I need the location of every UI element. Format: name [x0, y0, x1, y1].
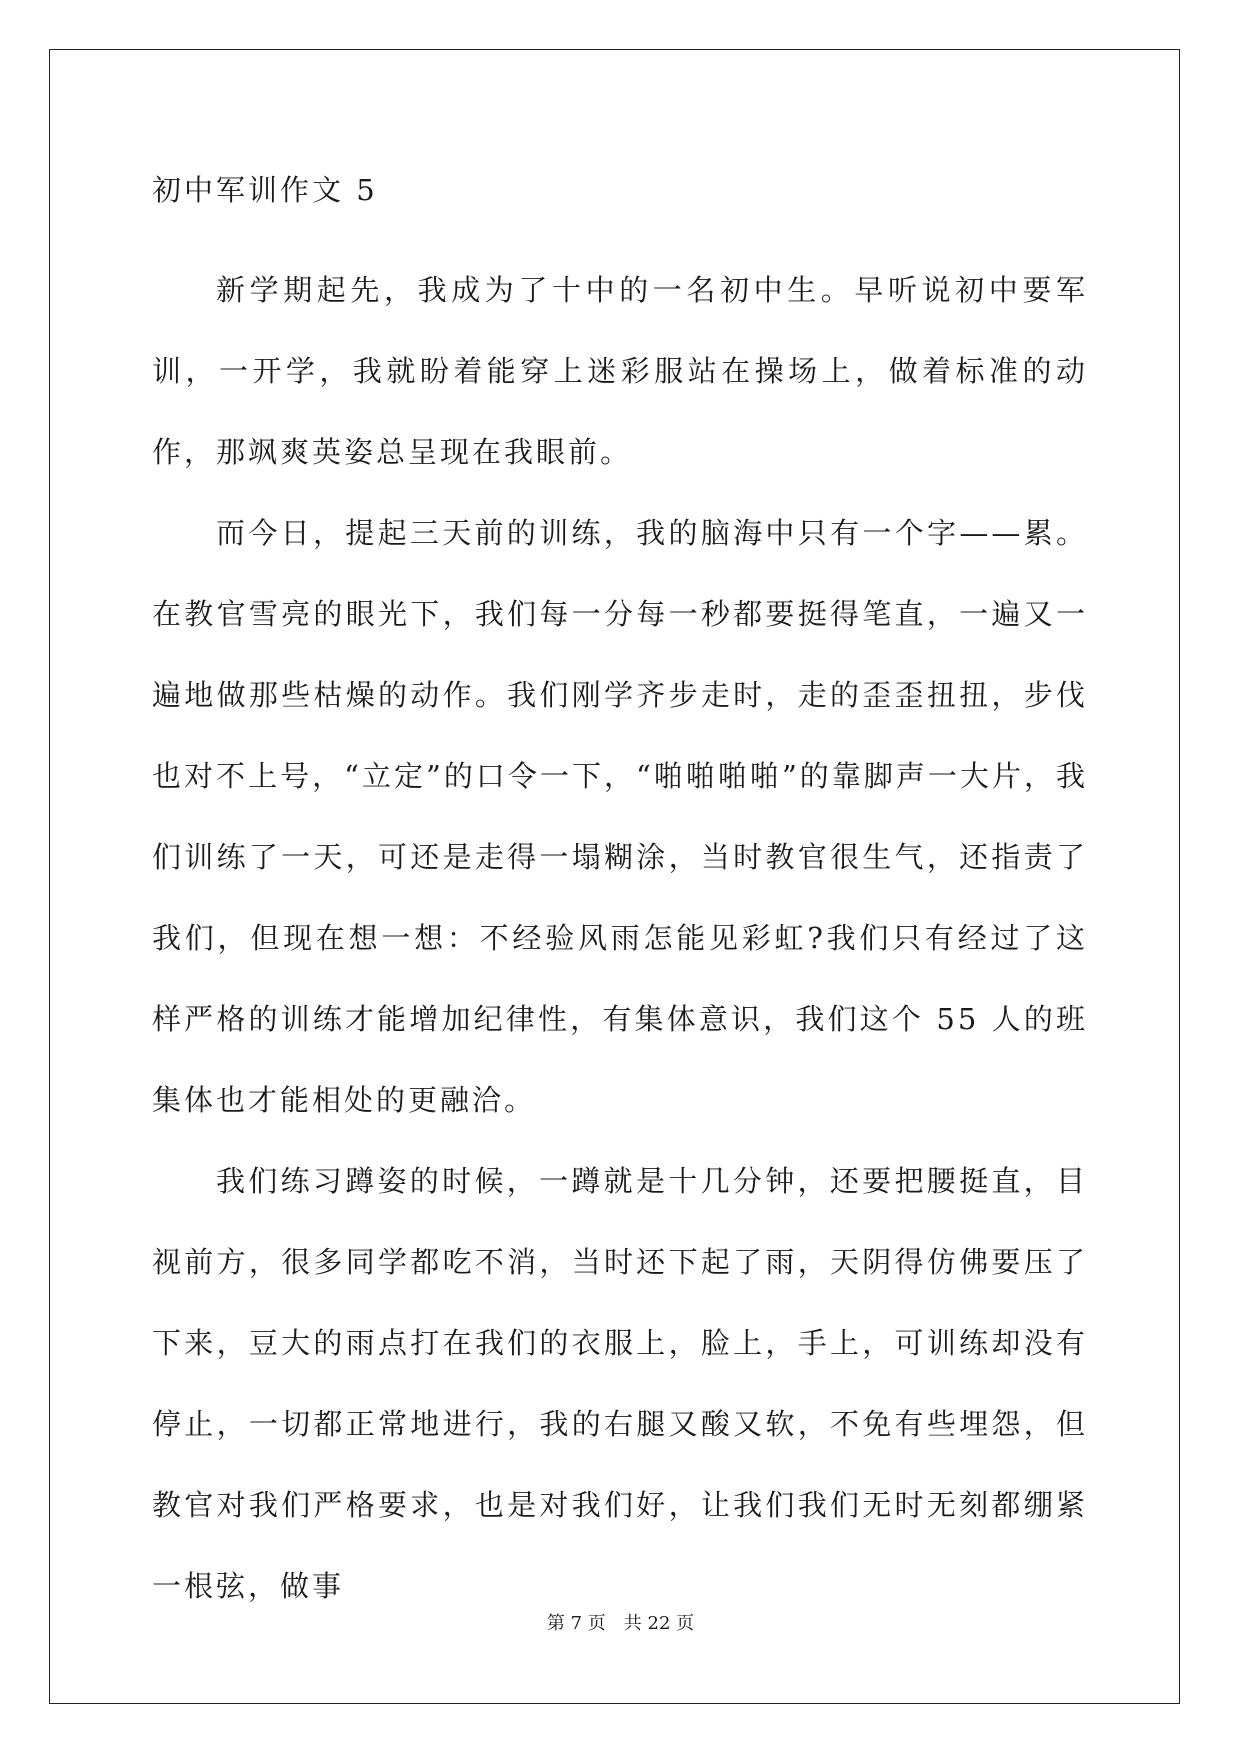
- page-total: 共 22 页: [623, 1613, 695, 1634]
- document-title: 初中军训作文 5: [152, 173, 378, 207]
- page-number: 第 7 页: [546, 1613, 606, 1634]
- paragraph-1: 新学期起先，我成为了十中的一名初中生。早听说初中要军训，一开学，我就盼着能穿上迷彩服站在操场上，做着标准的动作，那飒爽英姿总呈现在我眼前。: [152, 273, 1088, 469]
- paragraph-3: 我们练习蹲姿的时候，一蹲就是十几分钟，还要把腰挺直，目视前方，很多同学都吃不消，当时还下起了雨，天阴得仿佛要压了下来，豆大的雨点打在我们的衣服上，脸上，手上，可训练却没有停止，一切都正常地进行，我的右腿又酸又软，不免有些埋怨，但教官对我们严格要求，也是对我们好，让我们我们无时无刻都绷紧一根弦，做事: [152, 1164, 1088, 1603]
- paragraph-2: 而今日，提起三天前的训练，我的脑海中只有一个字——累。在教官雪亮的眼光下，我们每一分每一秒都要挺得笔直，一遍又一遍地做那些枯燥的动作。我们刚学齐步走时，走的歪歪扭扭，步伐也对不上号，“立定”的口令一下，“啪啪啪啪”的靠脚声一大片，我们训练了一天，可还是走得一塌糊涂，当时教官很生气，还指责了我们，但现在想一想：不经验风雨怎能见彩虹?我们只有经过了这样严格的训练才能增加纪律性，有集体意识，我们这个 55 人的班集体也才能相处的更融洽。: [152, 516, 1088, 1117]
- document-body: [152, 250, 1088, 1627]
- page-footer: [0, 1612, 1241, 1636]
